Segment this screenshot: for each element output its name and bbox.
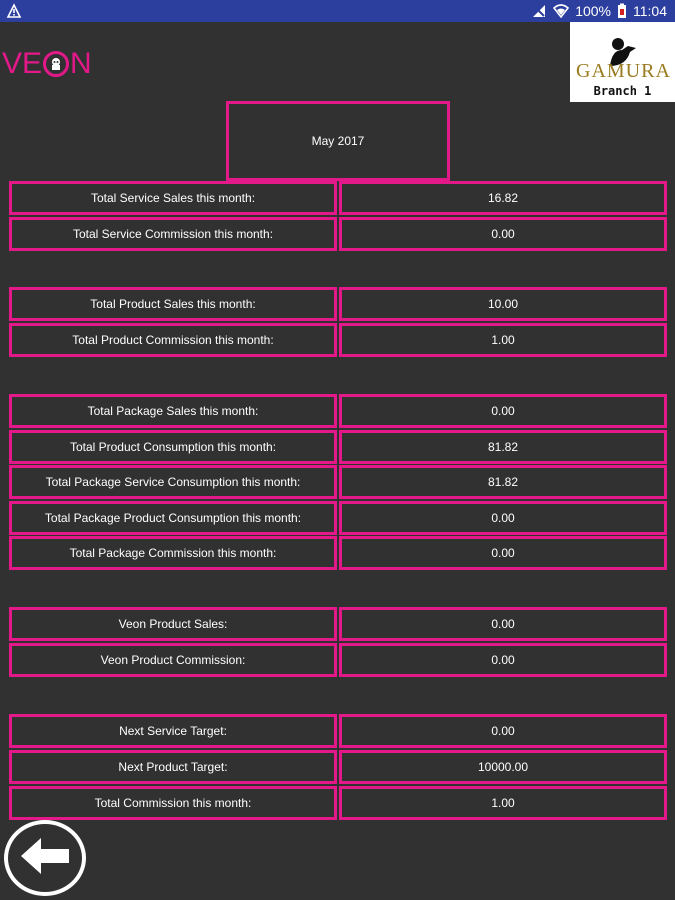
row-value: 10000.00 — [339, 750, 667, 784]
table-row — [9, 501, 667, 535]
clock: 11:04 — [633, 3, 667, 19]
row-value: 10.00 — [339, 287, 667, 321]
row-value: 0.00 — [339, 607, 667, 641]
period-button[interactable] — [226, 101, 450, 181]
status-bar — [0, 0, 675, 22]
table-row — [9, 287, 667, 321]
row-label: Total Package Commission this month: — [9, 536, 337, 570]
table-row — [9, 786, 667, 820]
brand-logo — [2, 44, 92, 84]
table-row — [9, 750, 667, 784]
row-value: 0.00 — [339, 217, 667, 251]
notification-icon — [6, 3, 22, 19]
wifi-icon — [553, 3, 569, 19]
signal-off-icon — [531, 3, 547, 19]
row-label: Next Product Target: — [9, 750, 337, 784]
row-value: 81.82 — [339, 430, 667, 464]
battery-percent: 100% — [575, 3, 611, 19]
row-value: 1.00 — [339, 323, 667, 357]
brand-o-icon — [43, 51, 69, 77]
row-value: 1.00 — [339, 786, 667, 820]
row-value: 0.00 — [339, 714, 667, 748]
row-label: Total Package Service Consumption this month: — [9, 465, 337, 499]
row-label: Total Product Consumption this month: — [9, 430, 337, 464]
brand-name-left: VE — [2, 47, 43, 80]
brand-name-right: N — [70, 47, 92, 80]
row-value: 81.82 — [339, 465, 667, 499]
table-row — [9, 323, 667, 357]
table-row — [9, 536, 667, 570]
row-label: Veon Product Sales: — [9, 607, 337, 641]
branch-logo — [570, 22, 675, 102]
row-value: 0.00 — [339, 643, 667, 677]
branch-logo-name: GAMURA — [576, 60, 671, 82]
row-value: 0.00 — [339, 501, 667, 535]
battery-icon — [617, 3, 627, 19]
row-value: 16.82 — [339, 181, 667, 215]
table-row — [9, 430, 667, 464]
back-button[interactable] — [4, 820, 86, 896]
table-row — [9, 714, 667, 748]
row-label: Total Package Product Consumption this month: — [9, 501, 337, 535]
row-label: Total Service Sales this month: — [9, 181, 337, 215]
branch-label: Branch 1 — [593, 84, 652, 98]
table-row — [9, 394, 667, 428]
table-row — [9, 607, 667, 641]
row-value: 0.00 — [339, 536, 667, 570]
row-label: Total Service Commission this month: — [9, 217, 337, 251]
table-row — [9, 181, 667, 215]
row-label: Total Commission this month: — [9, 786, 337, 820]
period-label: May 2017 — [311, 134, 365, 148]
table-row — [9, 217, 667, 251]
row-label: Veon Product Commission: — [9, 643, 337, 677]
row-label: Total Package Sales this month: — [9, 394, 337, 428]
row-label: Total Product Sales this month: — [9, 287, 337, 321]
table-row — [9, 465, 667, 499]
row-value: 0.00 — [339, 394, 667, 428]
arrow-left-icon — [17, 834, 73, 883]
table-row — [9, 643, 667, 677]
row-label: Total Product Commission this month: — [9, 323, 337, 357]
row-label: Next Service Target: — [9, 714, 337, 748]
